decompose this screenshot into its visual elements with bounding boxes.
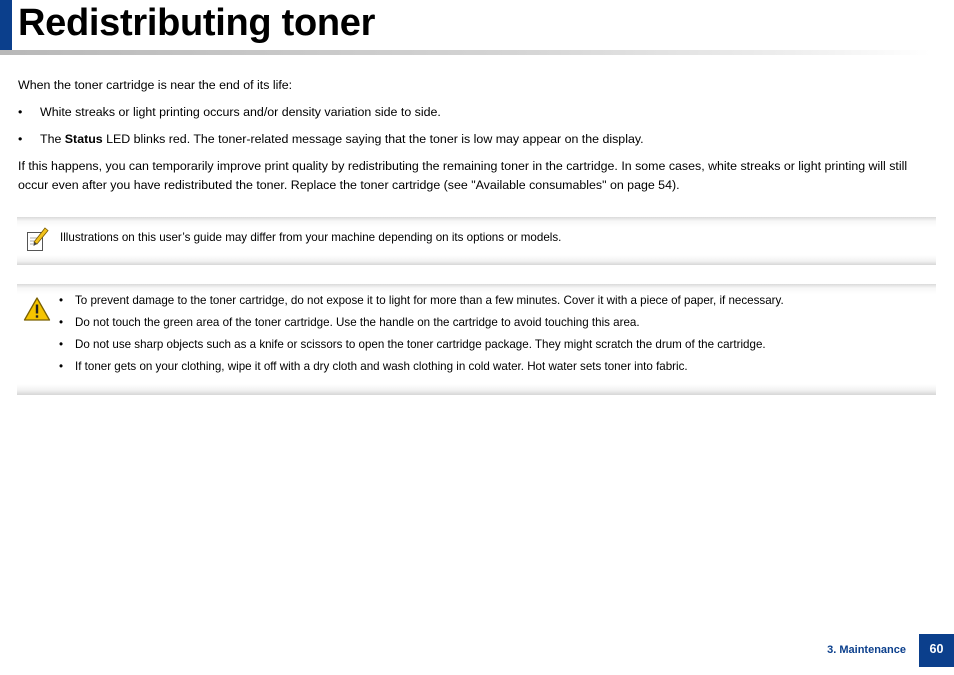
list-item: [59, 358, 784, 375]
page-title: Redistributing toner: [18, 2, 376, 44]
warning-item-text: To prevent damage to the toner cartridge, do not expose it to light for more than a few minutes. Cover it with a piece of paper, if necessary.: [75, 294, 784, 307]
bullet-icon: •: [18, 132, 23, 146]
bullet-icon: •: [18, 105, 23, 119]
bullet-icon: •: [59, 294, 64, 307]
list-item-suffix: LED blinks red. The toner-related message saying that the toner is low may appear on the display.: [102, 132, 644, 146]
page-number-badge: 60: [919, 634, 954, 667]
list-item: [59, 292, 784, 309]
bullet-icon: •: [59, 316, 64, 329]
footer-section-label: 3. Maintenance: [827, 644, 906, 656]
warning-item-text: Do not touch the green area of the toner cartridge. Use the handle on the cartridge to avoid touching this area.: [75, 316, 640, 329]
warning-list: [59, 292, 784, 380]
note-box: [17, 217, 936, 265]
warning-box: [17, 284, 936, 395]
title-accent-bar: [0, 0, 12, 53]
list-item: [59, 314, 784, 331]
list-item: [18, 103, 938, 122]
bullet-icon: •: [59, 338, 64, 351]
note-text: Illustrations on this user’s guide may differ from your machine depending on its options or models.: [60, 231, 562, 244]
list-item: [18, 130, 938, 149]
title-divider: [0, 50, 930, 55]
warning-triangle-icon: [23, 296, 51, 322]
symptom-list: [18, 103, 938, 149]
status-label: Status: [64, 132, 103, 146]
warning-item-text: If toner gets on your clothing, wipe it off with a dry cloth and wash clothing in cold water. Hot water sets toner into fabric.: [75, 360, 688, 373]
note-pencil-icon: [25, 227, 49, 253]
bullet-icon: •: [59, 360, 64, 373]
intro-text: When the toner cartridge is near the end of its life:: [18, 78, 293, 92]
warning-item-text: Do not use sharp objects such as a knife or scissors to open the toner cartridge package. They might scratch the drum of the cartridge.: [75, 338, 766, 351]
main-content: [18, 76, 938, 195]
list-item-text: White streaks or light printing occurs and/or density variation side to side.: [40, 105, 441, 119]
body-paragraph: If this happens, you can temporarily improve print quality by redistributing the remaining toner in the cartridge. In some cases, white streaks or light printing will still occur even after you have redistributed the toner. Replace the toner cartridge (see "Available consumables" on page 54).: [18, 159, 908, 192]
list-item: [59, 336, 784, 353]
list-item-prefix: The: [40, 132, 65, 146]
